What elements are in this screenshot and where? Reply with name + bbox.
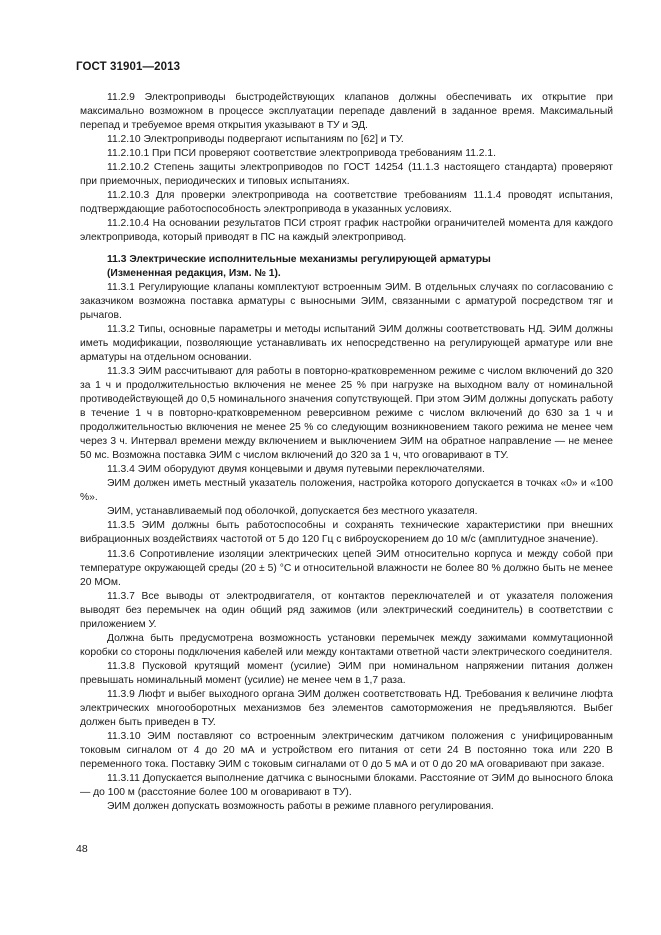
- paragraph-11-2-9: 11.2.9 Электроприводы быстродействующих клапанов должны обеспечивать их открытие при максимально возможном в процессе эксплуатации перепаде давлений в заданное время. Максимальный перепад и требуемое время открытия указывают в ТУ и ЭД.: [80, 92, 613, 132]
- paragraph-11-3-9: 11.3.9 Люфт и выбег выходного органа ЭИМ должен соответствовать НД. Требования к величине люфта электрических многооборотных механизмов без элементов самоторможения не предъявляются. Выбег должен быть приведен в ТУ.: [80, 688, 613, 729]
- section-title-11-3: 11.3 Электрические исполнительные механизмы регулирующей арматуры: [107, 253, 491, 265]
- paragraph-11-3-10: 11.3.10 ЭИМ поставляют со встроенным электрическим датчиком положения с унифицированным токовым сигналом от 4 до 20 мА и устройством его питания от сети 24 В постоянно тока или 220 В переменного тока. Поставку ЭИМ с токовым сигналами от 0 до 5 мА и от 0 до 20 мА оговаривают при заказе.: [80, 731, 613, 771]
- paragraph-11-2-10-4: 11.2.10.4 На основании результатов ПСИ строят график настройки ограничителей момента для каждого электропривода, который приводят в ПС на каждый электропривод.: [80, 218, 613, 244]
- paragraph-11-3-4-indicator: ЭИМ должен иметь местный указатель положения, настройка которого допускается в точках «0» и «100 %».: [80, 478, 613, 504]
- paragraph-11-2-10-3: 11.2.10.3 Для проверки электропривода на соответствие требованиям 11.1.4 проводят испытания, подтверждающие работоспособность электропривода в указанных условиях.: [80, 190, 613, 216]
- paragraph-11-3-4: 11.3.4 ЭИМ оборудуют двумя концевыми и двумя путевыми переключателями.: [107, 464, 485, 476]
- paragraph-11-3-11: 11.3.11 Допускается выполнение датчика с выносными блоками. Расстояние от ЭИМ до выносного блока — до 100 м (расстояние более 100 м оговаривают в ТУ).: [80, 773, 613, 799]
- paragraph-11-3-2: 11.3.2 Типы, основные параметры и методы испытаний ЭИМ должны соответствовать НД. ЭИМ должны иметь модификации, позволяющие устанавливать их непосредственно на регулирующей арматуре или вне арматуры на отдельном основании.: [80, 323, 613, 363]
- paragraph-11-3-3: 11.3.3 ЭИМ рассчитывают для работы в повторно-кратковременном режиме с числом включений до 320 за 1 ч и продолжительностью включения не менее 25 % при нагрузке на выходном валу от номинальной противодействующей до 0,5 номинального значения сопутствующей. При этом ЭИМ должны допускать работу в течение 1 ч в повторно-кратковременном реверсивном режиме с числом включений до 630 за 1 ч и продолжительностью включения не менее 25 % со следующим возникновением такого режима не менее чем через 3 ч. Интервал времени между включением и выключением ЭИМ на обратное направление — не менее 50 мс. Возможна поставка ЭИМ с числом включений до 320 за 1 ч, что оговаривают в ТУ.: [80, 365, 613, 462]
- paragraph-11-3-1: 11.3.1 Регулирующие клапаны комплектуют встроенным ЭИМ. В отдельных случаях по согласованию с заказчиком возможна поставка арматуры с выносными ЭИМ, связанными с арматурой посредством тяг и рычагов.: [80, 281, 613, 321]
- paragraph-11-2-10: 11.2.10 Электроприводы подвергают испытаниям по [62] и ТУ.: [107, 134, 404, 146]
- page-number: 48: [76, 843, 88, 855]
- paragraph-11-3-5: 11.3.5 ЭИМ должны быть работоспособны и сохранять технические характеристики при внешних вибрационных воздействиях частотой от 5 до 120 Гц с виброускорением до 10 м/с (амплитудное значение).: [80, 520, 613, 546]
- paragraph-11-3-8: 11.3.8 Пусковой крутящий момент (усилие) ЭИМ при номинальном напряжении питания должен превышать номинальный момент (усилие) не менее чем в 1,7 раза.: [80, 660, 613, 686]
- paragraph-11-3-7-jumpers: Должна быть предусмотрена возможность установки перемычек между зажимами коммутационной коробки со стороны подключения кабелей или между контактами ответной части электрического соединителя.: [80, 632, 613, 658]
- paragraph-11-2-10-2: 11.2.10.2 Степень защиты электроприводов по ГОСТ 14254 (11.1.3 настоящего стандарта) проверяют при приемочных, периодических и типовых испытаниях.: [80, 162, 613, 188]
- document-body: [80, 91, 613, 814]
- paragraph-11-3-4-enclosure: ЭИМ, устанавливаемый под оболочкой, допускается без местного указателя.: [107, 506, 478, 518]
- standard-header: ГОСТ 31901—2013: [76, 61, 181, 73]
- paragraph-11-3-7: 11.3.7 Все выводы от электродвигателя, от контактов переключателей и от указателя положения выводят без перемычек на один общий ряд зажимов (или электрический соединитель) в соответствии с приложением У.: [80, 590, 613, 630]
- section-revision-note: (Измененная редакция, Изм. № 1).: [107, 267, 281, 279]
- paragraph-11-2-10-1: 11.2.10.1 При ПСИ проверяют соответствие электропривода требованиям 11.2.1.: [107, 148, 496, 160]
- paragraph-11-3-6: 11.3.6 Сопротивление изоляции электрических цепей ЭИМ относительно корпуса и между собой при температуре окружающей среды (20 ± 5) °С и относительной влажности не более 80 % должно быть не менее 20 МОм.: [80, 548, 613, 588]
- paragraph-11-3-11-smooth: ЭИМ должен допускать возможность работы в режиме плавного регулирования.: [107, 801, 494, 813]
